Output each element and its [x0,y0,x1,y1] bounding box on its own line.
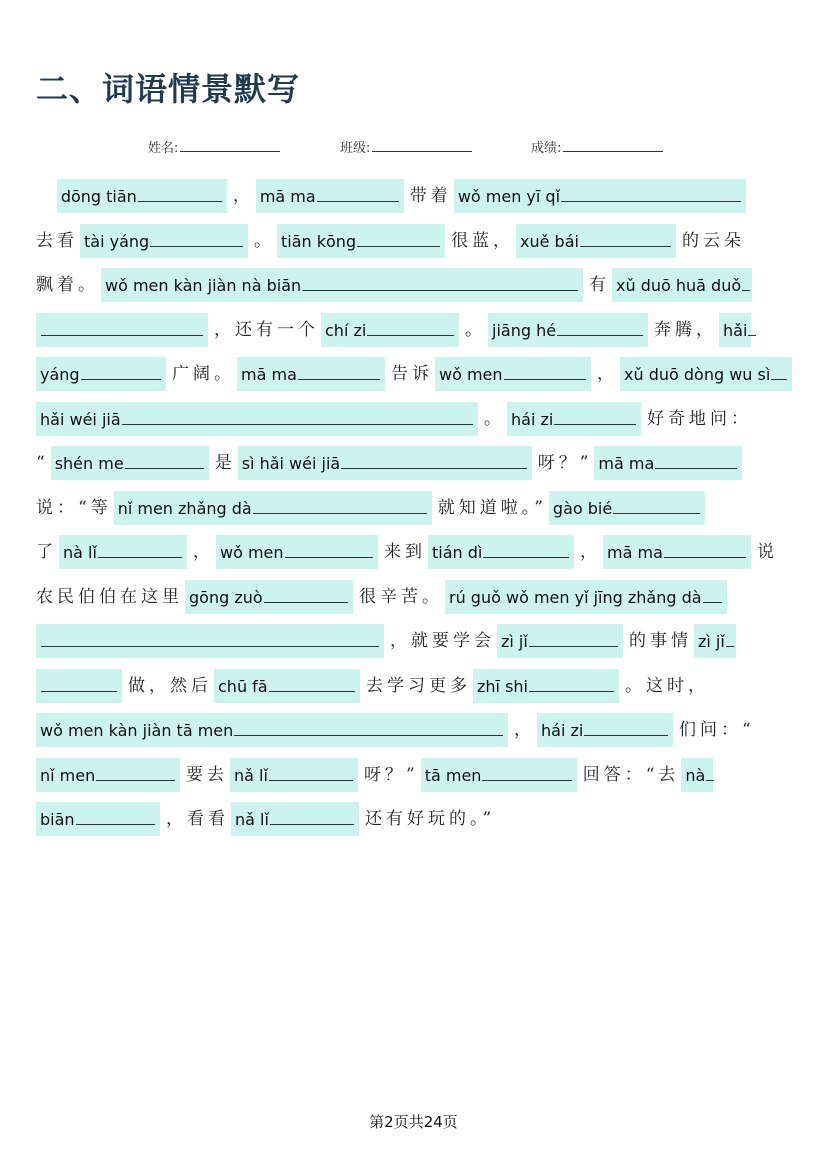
pinyin-blank[interactable] [612,268,752,302]
pinyin-blank[interactable] [36,624,384,658]
pinyin-blank[interactable] [36,313,208,347]
pinyin-blank[interactable] [185,580,353,614]
pinyin-text: tài yáng [84,231,150,251]
pinyin-blank[interactable] [231,802,359,836]
pinyin-text: xuě bái [520,231,579,251]
passage-text: ，还有一个 [214,319,319,340]
answer-line[interactable] [742,270,750,291]
pinyin-blank[interactable] [57,179,227,213]
answer-line[interactable] [504,359,586,380]
passage-text: 回答：“去 [582,764,680,785]
answer-line[interactable] [150,226,243,247]
pinyin-text: nǐ men zhǎng dà [117,498,252,518]
answer-line[interactable] [703,582,722,603]
pinyin-blank[interactable] [237,357,385,391]
answer-line[interactable] [771,359,787,380]
pinyin-blank[interactable] [603,535,751,569]
answer-line[interactable] [529,626,618,647]
passage-text: 奔腾， [654,319,717,340]
answer-line[interactable] [269,760,353,781]
answer-line[interactable] [584,715,668,736]
answer-line[interactable] [664,537,746,558]
answer-line[interactable] [748,315,756,336]
passage-text: 是 [214,453,236,473]
answer-line[interactable] [234,715,503,736]
pinyin-blank[interactable] [516,224,676,258]
pinyin-text: nà [685,765,706,785]
pinyin-text: xǔ duō huā duǒ [616,276,742,295]
pinyin-text: mā ma [598,454,655,473]
pinyin-blank[interactable] [507,402,641,436]
pinyin-text: hái zi [511,409,554,429]
answer-line[interactable] [367,315,454,336]
answer-line[interactable] [122,404,473,425]
pinyin-blank[interactable] [36,402,478,436]
pinyin-text: tā men [424,765,482,785]
answer-line[interactable] [655,448,737,469]
pinyin-blank[interactable] [620,357,792,391]
name-field[interactable] [148,137,280,156]
pinyin-blank[interactable] [537,713,673,747]
pinyin-blank[interactable] [681,758,713,792]
answer-line[interactable] [613,493,700,514]
pinyin-text: chū fā [218,676,268,696]
passage-text: 很辛苦。 [359,586,443,607]
answer-line[interactable] [302,270,578,291]
answer-line[interactable] [557,315,643,336]
passage-text: 。 [484,408,505,429]
pinyin-text: biān [40,810,75,829]
answer-line[interactable] [561,181,741,202]
passage-text: ， [193,542,214,562]
pinyin-blank[interactable] [101,268,583,302]
pinyin-text: wǒ men kàn jiàn nà biān [105,276,302,295]
score-label: 成绩: [531,141,562,156]
answer-line[interactable] [96,760,175,781]
pinyin-text: zì jǐ [698,632,725,651]
passage-text: 的云朵 [682,230,745,251]
answer-line[interactable] [264,582,348,603]
passage-text: 们问：“ [679,720,755,740]
pinyin-text: yáng [40,365,80,384]
passage-text: 。 [465,319,486,340]
answer-line[interactable] [298,359,380,380]
passage-text: 做，然后 [128,675,212,696]
pinyin-blank[interactable] [497,624,623,658]
answer-line[interactable] [98,537,182,558]
passage-text: 去学习更多 [366,675,471,696]
pinyin-blank[interactable] [256,179,404,213]
answer-line[interactable] [483,537,569,558]
name-blank-line[interactable] [180,140,280,152]
passage-text: 呀？” [537,453,593,473]
passage-text: 说：“等 [36,497,112,518]
pinyin-blank[interactable] [36,758,180,792]
pinyin-blank[interactable] [59,535,187,569]
page-footer: 第2页共24页 [369,1113,458,1131]
class-label: 班级: [340,141,371,156]
pinyin-blank[interactable] [694,624,736,658]
pinyin-blank[interactable] [421,758,577,792]
passage-text: ，看看 [166,809,229,829]
pinyin-blank[interactable] [114,491,432,525]
passage-text: ， [580,542,601,562]
pinyin-text: mā ma [259,187,316,206]
passage-text: 广阔。 [172,364,235,384]
answer-line[interactable] [41,626,379,647]
passage-text: 还有好玩的。” [365,809,496,829]
pinyin-blank[interactable] [36,357,166,391]
pinyin-blank[interactable] [80,224,248,258]
answer-line[interactable] [81,359,161,380]
passage-text: 说 [757,542,778,562]
answer-line[interactable] [125,448,204,469]
pinyin-text: tián dì [432,543,483,562]
passage-text: ， [232,186,254,206]
pinyin-text: hǎi [723,320,748,340]
pinyin-blank[interactable] [594,446,742,480]
passage-text: 。 [254,230,275,251]
passage-text: ， [597,364,618,384]
pinyin-text: rú guǒ wǒ men yǐ jīng zhǎng dà [449,587,702,607]
pinyin-blank[interactable] [216,535,378,569]
answer-line[interactable] [269,671,355,692]
passage-text: ， [514,720,535,740]
pinyin-blank[interactable] [214,669,360,703]
passage-text: “ [36,453,49,473]
passage-text: 有 [589,275,610,295]
pinyin-text: xǔ duō dòng wu sì [624,365,771,384]
answer-line[interactable] [270,804,354,825]
pinyin-text: sì hǎi wéi jiā [241,454,341,473]
pinyin-text: hái zi [541,721,584,740]
pinyin-blank[interactable] [230,758,358,792]
answer-line[interactable] [554,404,636,425]
pinyin-blank[interactable] [36,802,160,836]
pinyin-text: wǒ men [220,543,284,562]
pinyin-text: wǒ men [439,365,503,384]
pinyin-text: dōng tiān [60,187,137,206]
passage-text: 很蓝， [451,230,514,251]
pinyin-text: jiāng hé [492,320,557,340]
pinyin-blank[interactable] [445,580,727,614]
passage-text: 就知道啦。” [437,497,547,518]
passage-text: 。这时， [625,675,709,696]
pinyin-blank[interactable] [238,446,532,480]
answer-line[interactable] [138,181,222,202]
pinyin-text: chí zi [325,320,367,340]
answer-line[interactable] [341,448,527,469]
passage-text: 好奇地问： [647,408,752,429]
answer-line[interactable] [41,315,203,336]
pinyin-blank[interactable] [488,313,648,347]
passage-text: 农民伯伯在这里 [36,586,183,607]
pinyin-blank[interactable] [473,669,619,703]
pinyin-text: gōng zuò [189,587,263,607]
passage-text: ，就要学会 [390,631,495,651]
pinyin-text: mā ma [241,365,297,384]
pinyin-text: mā ma [607,543,663,562]
passage-text: 飘着。 [36,275,99,295]
answer-line[interactable] [580,226,671,247]
pinyin-blank[interactable] [435,357,591,391]
name-label: 姓名: [148,141,179,156]
pinyin-text: nǎ lǐ [235,810,269,829]
pinyin-blank[interactable] [36,713,508,747]
answer-line[interactable] [41,671,117,692]
score-field[interactable] [531,137,663,156]
passage-text: 告诉 [391,364,433,384]
pinyin-blank[interactable] [454,179,746,213]
pinyin-blank[interactable] [428,535,574,569]
pinyin-blank[interactable] [277,224,445,258]
pinyin-text: nà lǐ [63,543,97,562]
answer-line[interactable] [357,226,440,247]
answer-line[interactable] [253,493,427,514]
pinyin-text: hǎi wéi jiā [40,409,121,429]
score-blank-line[interactable] [563,140,663,152]
section-title: 二、词语情景默写 [36,70,301,108]
answer-line[interactable] [706,760,714,781]
passage-text: 来到 [384,542,426,562]
pinyin-text: wǒ men yī qǐ [457,187,561,206]
pinyin-text: gào bié [552,498,613,518]
answer-line[interactable] [482,760,571,781]
passage-text: 带着 [409,186,452,206]
pinyin-text: zhī shi [477,676,528,696]
passage-text: 要去 [186,764,228,785]
answer-line[interactable] [529,671,614,692]
passage-text: 去看 [36,230,78,251]
answer-line[interactable] [285,537,373,558]
pinyin-text: wǒ men kàn jiàn tā men [40,721,234,740]
pinyin-blank[interactable] [549,491,705,525]
passage-text: 了 [36,542,57,562]
passage-text: 呀？” [364,764,419,785]
passage-text [36,179,55,213]
class-field[interactable] [340,137,472,156]
answer-line[interactable] [76,804,155,825]
answer-line[interactable] [317,181,399,202]
pinyin-blank[interactable] [321,313,459,347]
pinyin-text: tiān kōng [281,231,357,251]
class-blank-line[interactable] [372,140,472,152]
pinyin-blank[interactable] [719,313,751,347]
pinyin-blank[interactable] [36,669,122,703]
pinyin-text: shén me [54,454,124,473]
pinyin-blank[interactable] [51,446,209,480]
answer-line[interactable] [726,626,734,647]
pinyin-text: nǎ lǐ [234,765,268,785]
pinyin-text: zì jǐ [501,632,528,651]
passage-text: 的事情 [629,631,692,651]
pinyin-text: nǐ men [40,765,96,785]
